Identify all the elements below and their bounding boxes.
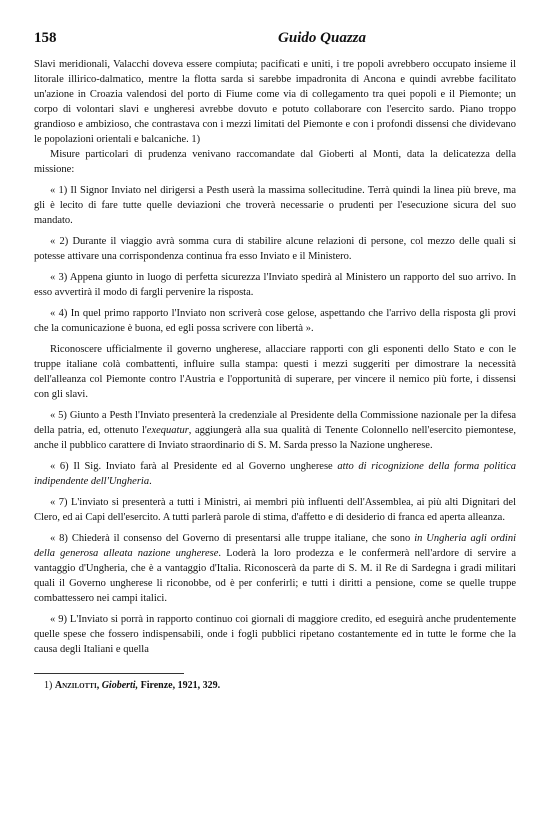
page-number: 158 — [34, 30, 57, 46]
instruction-item: « 5) Giunto a Pesth l'Inviato presenterà la credenziale al Presidente della Commissione nazionale per la difesa della patria, ed, ottenuto l'exequatur, aggiungerà alla sua qualità di Tenente Colonnello nell'esercito piemontese, anche il pubblico carattere di Inviato straordinario di S. M. Sarda presso la Nazione ungherese. — [34, 410, 516, 451]
footnote — [34, 680, 516, 691]
instruction-item: « 4) In quel primo rapporto l'Inviato non scriverà cose gelose, aspettando che l'arrivo della risposta gli provi che la comunicazione è buona, ed egli possa scrivere con libertà ». — [34, 308, 516, 334]
page-header — [34, 30, 516, 47]
footnote-marker: 1) — [44, 680, 53, 691]
paragraph: Misure particolari di prudenza venivano raccomandate dal Gioberti al Monti, data la delicatezza della missione: — [34, 149, 516, 175]
paragraph: Slavi meridionali, Valacchi doveva essere compiuta; pacificati e uniti, i tre popoli avrebbero occupato insieme il litorale illirico-dalmatico, mentre la flotta sarda si sarebbe impadronita di Ancona e quindi avrebbe facilitato un'azione in Croazia valendosi del porto di Fiume come via di collegamento tra quei popoli e il Piemonte; un corpo di volontari slavi e ungheresi avrebbe dovuto e potuto collaborare con l'esercito sardo. Piano troppo grandioso e ambizioso, che contrastava con i mezzi limitati del Piemonte e con i profondi dissensi che dividevano le popolazioni orientali e balcaniche. 1) — [34, 59, 516, 145]
instruction-item: « 9) L'Inviato si porrà in rapporto continuo coi giornali di maggiore credito, ed eseguirà anche prudentemente quelle spese che fossero indispensabili, onde i fogli pubblici ripetano costantemente ed in tutte le forme che la causa degli Italiani e quella — [34, 614, 516, 655]
body-text — [34, 57, 516, 657]
instruction-item: « 6) Il Sig. Inviato farà al Presidente ed al Governo ungherese atto di ricognizione della forma politica indipendente dell'Ungheria. — [34, 461, 516, 487]
footnote-divider — [34, 673, 184, 674]
instruction-item: « 8) Chiederà il consenso del Governo di presentarsi alle truppe italiane, che sono in Ungheria agli ordini della generosa alleata nazione ungherese. Loderà la loro prodezza e le confermerà nell'ardore di servire a vantaggio d'Ungheria, che è a vantaggio d'Italia. Riconoscerà da parte di S. M. il Re di Sardegna i gradi militari quali il Governo ungherese li riconobbe, od è per conferirli; e tutti i diritti a pensione, come se quelle truppe combattessero nei campi italici. — [34, 533, 517, 604]
footnote-citation: Firenze, 1921, 329. — [140, 680, 221, 691]
instruction-item: « 1) Il Signor Inviato nel dirigersi a Pesth userà la massima sollecitudine. Terrà quindi la linea più breve, ma gli è lecito di fare tutte quelle deviazioni che troverà necessarie o prudenti per l'esecuzione sicura del suo mandato. — [34, 185, 516, 226]
instruction-item: « 3) Appena giunto in luogo di perfetta sicurezza l'Inviato spedirà al Ministero un rapporto del suo arrivo. In esso avvertirà il modo di fargli pervenire la risposta. — [34, 272, 516, 298]
instruction-item: « 2) Durante il viaggio avrà somma cura di stabilire alcune relazioni di persone, col mezzo delle quali si potesse attivare una corrispondenza continua fra esso Inviato e il Ministero. — [34, 236, 516, 262]
instruction-item: « 7) L'inviato si presenterà a tutti i Ministri, ai membri più influenti dell'Assemblea, ai più alti Dignitari del Clero, ed ai Capi dell'esercito. A tutti parlerà parole di stima, d'affetto e di desiderio di franca ed aperta alleanza. — [34, 497, 516, 523]
footnote-author: Anzilotti, — [54, 680, 100, 691]
running-title: Guido Quazza — [278, 30, 366, 46]
paragraph: Riconoscere ufficialmente il governo ungherese, allacciare rapporti con gli esponenti dello Stato e con le truppe italiane colà combattenti, influire sulla stampa: questi i mezzi suggeriti per dimostrare la necessità dell'alleanza col Piemonte contro l'Austria e l'opportunità di superare, per vincere il nemico più forte, i dissensi con gli slavi. — [34, 344, 516, 400]
footnote-title: Gioberti, — [101, 680, 139, 691]
